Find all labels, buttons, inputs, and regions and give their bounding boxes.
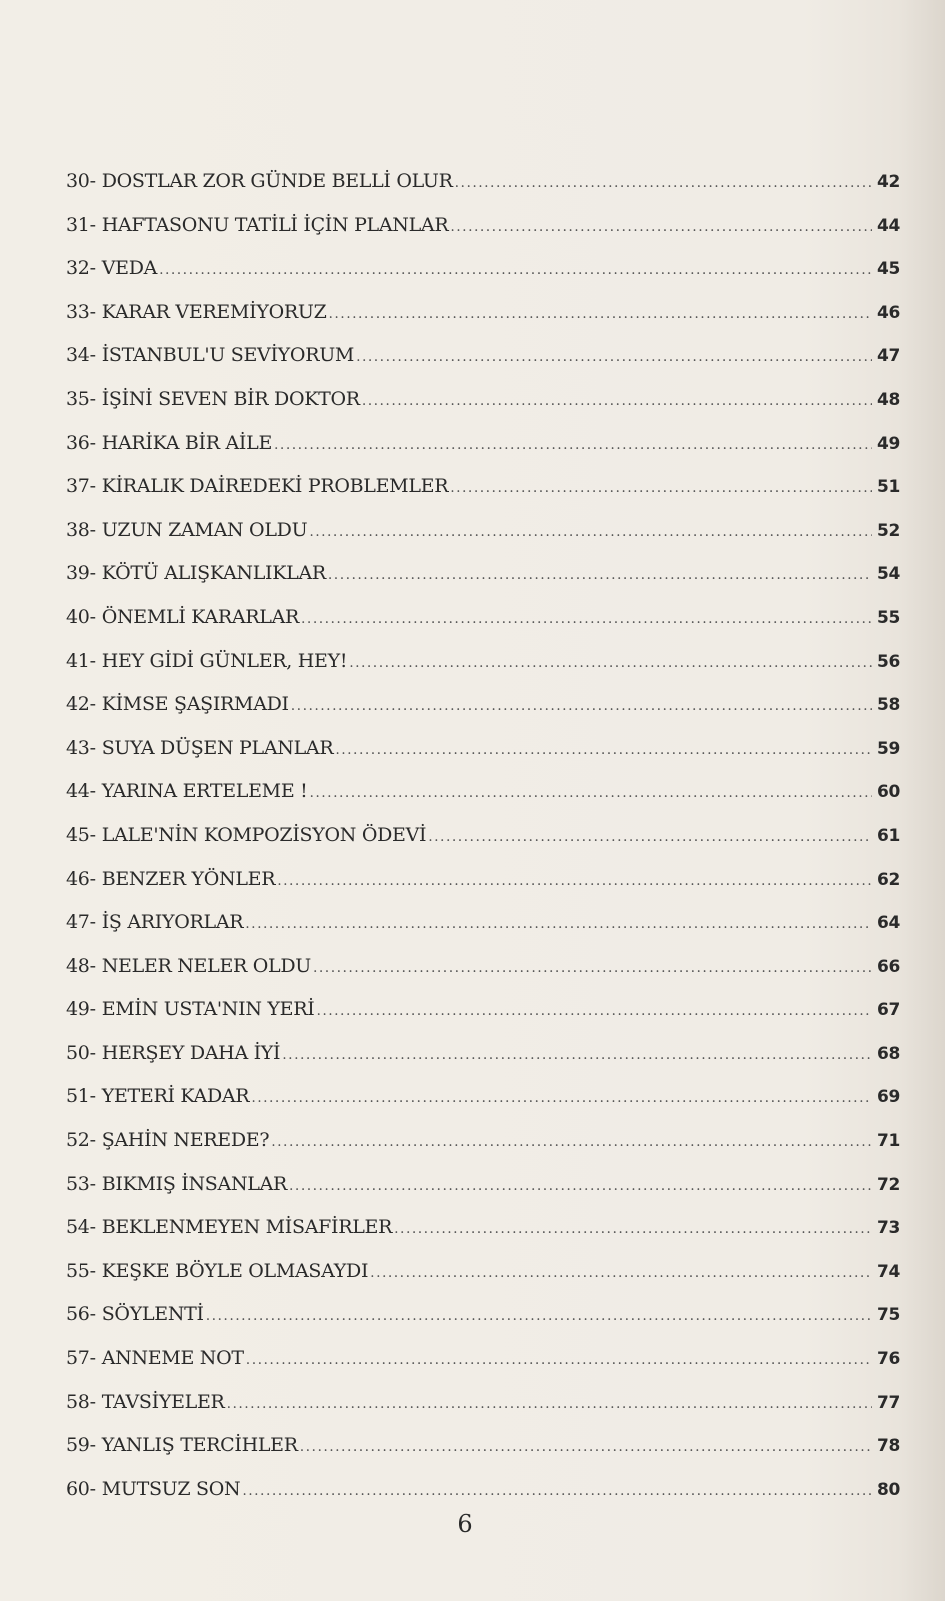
toc-entry-page: 77 xyxy=(876,1392,900,1413)
toc-entry-number: 38- xyxy=(66,518,96,541)
toc-entry-number: 59- xyxy=(66,1434,96,1457)
toc-entry-number: 57- xyxy=(66,1347,96,1370)
toc-entry xyxy=(66,955,900,999)
dot-leader xyxy=(455,175,872,191)
toc-entry-page: 61 xyxy=(876,825,900,846)
dot-leader xyxy=(370,1265,872,1281)
dot-leader xyxy=(313,960,872,976)
toc-entry xyxy=(66,1173,900,1217)
dot-leader xyxy=(450,219,872,235)
toc-entry-number: 37- xyxy=(66,475,96,498)
dot-leader xyxy=(277,873,872,889)
toc-entry-page: 74 xyxy=(876,1261,900,1282)
toc-entry-page: 52 xyxy=(876,520,900,541)
toc-entry-title: YANLIŞ TERCİHLER xyxy=(101,1434,298,1457)
toc-entry-number: 41- xyxy=(66,649,96,672)
dot-leader xyxy=(301,611,872,627)
toc-entry xyxy=(66,868,900,912)
toc-entry xyxy=(66,1434,900,1478)
toc-entry-title: KİMSE ŞAŞIRMADI xyxy=(101,693,289,716)
dot-leader xyxy=(335,742,872,758)
toc-entry-page: 59 xyxy=(876,738,900,759)
toc-entry-number: 32- xyxy=(66,257,96,280)
toc-entry xyxy=(66,519,900,563)
dot-leader xyxy=(300,1439,872,1455)
toc-entry xyxy=(66,1085,900,1129)
toc-entry-page: 49 xyxy=(876,433,900,454)
toc-entry xyxy=(66,562,900,606)
toc-entry xyxy=(66,1303,900,1347)
toc-entry-page: 66 xyxy=(876,956,900,977)
dot-leader xyxy=(227,1396,872,1412)
toc-entry-title: İSTANBUL'U SEVİYORUM xyxy=(101,344,355,367)
toc-entry-title: HARİKA BİR AİLE xyxy=(101,431,273,454)
toc-entry-page: 72 xyxy=(876,1174,900,1195)
toc-entry xyxy=(66,780,900,824)
dot-leader xyxy=(289,1178,872,1194)
toc-entry-title: SUYA DÜŞEN PLANLAR xyxy=(101,736,334,759)
toc-entry-title: KEŞKE BÖYLE OLMASAYDI xyxy=(101,1259,369,1282)
toc-entry-page: 44 xyxy=(876,215,900,236)
dot-leader xyxy=(329,306,873,322)
dot-leader xyxy=(450,480,872,496)
toc-entry-page: 80 xyxy=(876,1479,900,1500)
toc-entry-title: VEDA xyxy=(101,257,158,280)
toc-entry-title: HEY GİDİ GÜNLER, HEY! xyxy=(101,649,348,672)
dot-leader xyxy=(356,349,872,365)
toc-entry-number: 60- xyxy=(66,1477,96,1500)
toc-entry xyxy=(66,693,900,737)
toc-entry-number: 51- xyxy=(66,1085,96,1108)
toc-entry xyxy=(66,911,900,955)
toc-entry-title: YARINA ERTELEME ! xyxy=(101,780,308,803)
dot-leader xyxy=(271,1134,872,1150)
toc-entry-title: ÖNEMLİ KARARLAR xyxy=(101,605,300,628)
toc-entry xyxy=(66,1129,900,1173)
dot-leader xyxy=(394,1221,872,1237)
toc-entry-title: KÖTÜ ALIŞKANLIKLAR xyxy=(101,562,326,585)
toc-entry-title: MUTSUZ SON xyxy=(101,1477,241,1500)
dot-leader xyxy=(246,1352,872,1368)
toc-entry-number: 40- xyxy=(66,605,96,628)
table-of-contents xyxy=(66,170,900,1521)
toc-entry-page: 64 xyxy=(876,913,900,934)
toc-entry-page: 48 xyxy=(876,389,900,410)
toc-entry-number: 56- xyxy=(66,1303,96,1326)
toc-entry-number: 48- xyxy=(66,954,96,977)
toc-entry-title: İŞ ARIYORLAR xyxy=(101,911,244,934)
dot-leader xyxy=(206,1308,872,1324)
toc-entry xyxy=(66,1347,900,1391)
toc-entry-title: UZUN ZAMAN OLDU xyxy=(101,518,308,541)
toc-entry-number: 43- xyxy=(66,736,96,759)
toc-entry xyxy=(66,214,900,258)
toc-entry xyxy=(66,1391,900,1435)
toc-entry-page: 58 xyxy=(876,695,900,716)
toc-entry xyxy=(66,737,900,781)
toc-entry-number: 35- xyxy=(66,387,96,410)
toc-entry-title: HAFTASONU TATİLİ İÇİN PLANLAR xyxy=(101,213,449,236)
toc-entry-number: 42- xyxy=(66,693,96,716)
toc-entry-page: 51 xyxy=(876,477,900,498)
toc-entry xyxy=(66,257,900,301)
toc-entry xyxy=(66,475,900,519)
dot-leader xyxy=(242,1483,872,1499)
toc-entry-number: 34- xyxy=(66,344,96,367)
toc-entry-page: 56 xyxy=(876,651,900,672)
toc-entry xyxy=(66,1216,900,1260)
toc-entry-number: 46- xyxy=(66,867,96,890)
dot-leader xyxy=(428,829,872,845)
toc-entry-page: 76 xyxy=(876,1349,900,1370)
toc-entry-page: 45 xyxy=(876,259,900,280)
toc-entry-title: BIKMIŞ İNSANLAR xyxy=(101,1172,288,1195)
toc-entry xyxy=(66,388,900,432)
toc-entry-number: 36- xyxy=(66,431,96,454)
toc-entry-title: YETERİ KADAR xyxy=(101,1085,250,1108)
toc-entry-page: 68 xyxy=(876,1043,900,1064)
toc-entry-number: 45- xyxy=(66,823,96,846)
toc-entry-title: EMİN USTA'NIN YERİ xyxy=(101,998,315,1021)
toc-entry xyxy=(66,998,900,1042)
dot-leader xyxy=(309,524,872,540)
toc-entry xyxy=(66,1042,900,1086)
toc-entry-title: BENZER YÖNLER xyxy=(101,867,276,890)
toc-entry xyxy=(66,1260,900,1304)
toc-entry-page: 67 xyxy=(876,1000,900,1021)
toc-entry-page: 75 xyxy=(876,1305,900,1326)
toc-entry-number: 55- xyxy=(66,1259,96,1282)
toc-entry xyxy=(66,824,900,868)
toc-entry-page: 71 xyxy=(876,1131,900,1152)
toc-entry-title: NELER NELER OLDU xyxy=(101,954,311,977)
toc-entry-title: İŞİNİ SEVEN BİR DOKTOR xyxy=(101,387,360,410)
toc-entry-title: BEKLENMEYEN MİSAFİRLER xyxy=(101,1216,393,1239)
toc-entry xyxy=(66,606,900,650)
toc-entry-page: 73 xyxy=(876,1218,900,1239)
toc-entry-title: TAVSİYELER xyxy=(101,1390,225,1413)
toc-entry-number: 50- xyxy=(66,1041,96,1064)
toc-entry-page: 47 xyxy=(876,346,900,367)
toc-entry-title: ŞAHİN NEREDE? xyxy=(101,1129,270,1152)
toc-entry-page: 78 xyxy=(876,1436,900,1457)
toc-entry-number: 54- xyxy=(66,1216,96,1239)
toc-entry-number: 30- xyxy=(66,170,96,192)
toc-entry-title: DOSTLAR ZOR GÜNDE BELLİ OLUR xyxy=(101,170,453,192)
toc-entry-title: ANNEME NOT xyxy=(101,1347,244,1370)
toc-entry-number: 33- xyxy=(66,300,96,323)
dot-leader xyxy=(159,262,872,278)
dot-leader xyxy=(282,1047,872,1063)
toc-entry-title: SÖYLENTİ xyxy=(101,1303,204,1326)
toc-entry xyxy=(66,301,900,345)
dot-leader xyxy=(245,916,872,932)
toc-entry-number: 44- xyxy=(66,780,96,803)
dot-leader xyxy=(291,698,872,714)
toc-entry-page: 46 xyxy=(876,302,900,323)
toc-entry-number: 31- xyxy=(66,213,96,236)
toc-entry xyxy=(66,344,900,388)
page-number: 6 xyxy=(457,1510,473,1538)
toc-entry-number: 52- xyxy=(66,1129,96,1152)
toc-entry-page: 60 xyxy=(876,782,900,803)
dot-leader xyxy=(309,785,872,801)
toc-entry xyxy=(66,170,900,214)
dot-leader xyxy=(349,655,872,671)
toc-entry-page: 54 xyxy=(876,564,900,585)
dot-leader xyxy=(316,1003,872,1019)
dot-leader xyxy=(251,1090,872,1106)
toc-entry-number: 49- xyxy=(66,998,96,1021)
toc-entry-number: 58- xyxy=(66,1390,96,1413)
toc-entry-title: LALE'NİN KOMPOZİSYON ÖDEVİ xyxy=(101,823,427,846)
dot-leader xyxy=(328,567,872,583)
dot-leader xyxy=(274,437,872,453)
toc-entry-page: 42 xyxy=(876,172,900,192)
toc-entry-title: KİRALIK DAİREDEKİ PROBLEMLER xyxy=(101,475,449,498)
toc-entry xyxy=(66,650,900,694)
dot-leader xyxy=(362,393,872,409)
toc-entry-number: 39- xyxy=(66,562,96,585)
toc-entry-title: HERŞEY DAHA İYİ xyxy=(101,1041,281,1064)
toc-entry-number: 47- xyxy=(66,911,96,934)
toc-entry-title: KARAR VEREMİYORUZ xyxy=(101,300,327,323)
toc-entry xyxy=(66,432,900,476)
toc-entry-page: 69 xyxy=(876,1087,900,1108)
toc-entry-number: 53- xyxy=(66,1172,96,1195)
toc-entry-page: 62 xyxy=(876,869,900,890)
toc-entry-page: 55 xyxy=(876,607,900,628)
